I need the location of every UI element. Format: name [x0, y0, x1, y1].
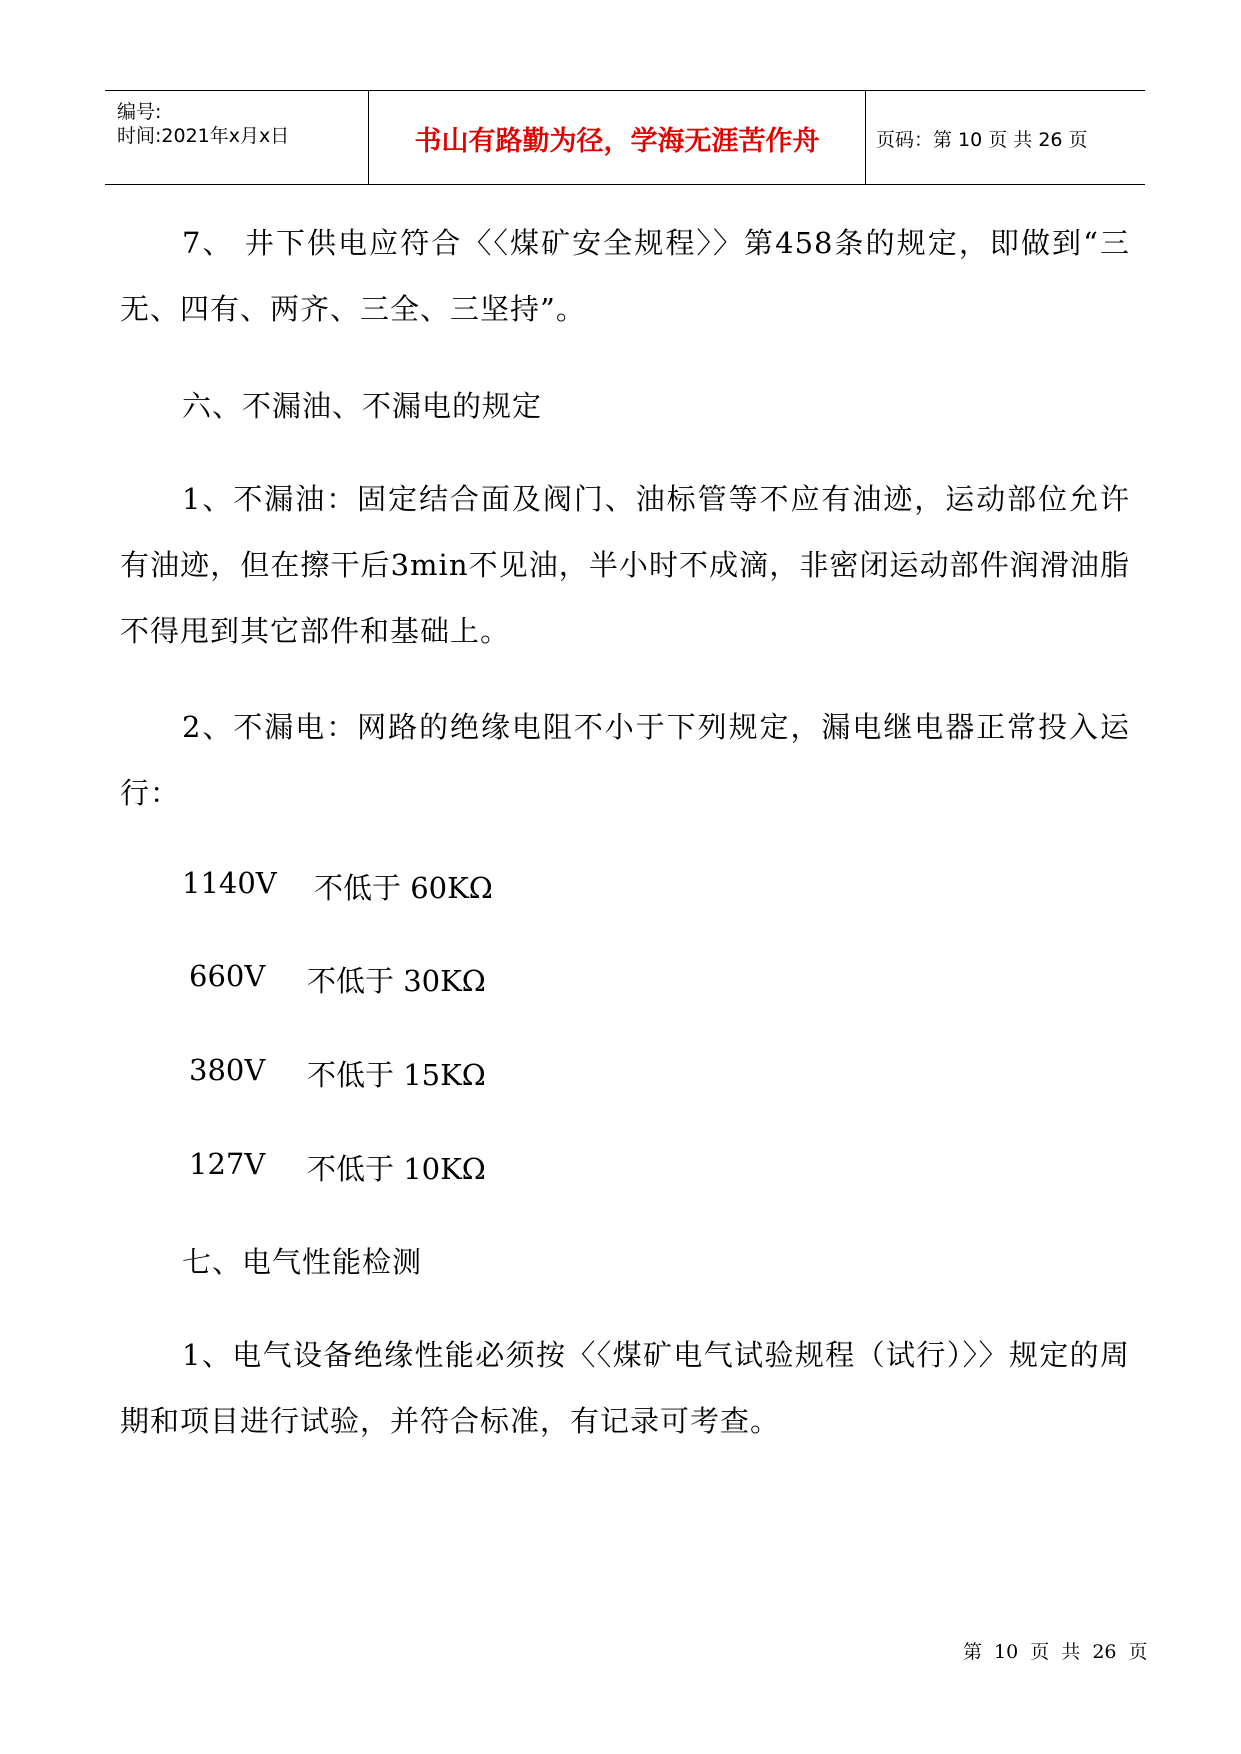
section-7-heading: 七、电气性能检测 [182, 1245, 423, 1279]
section-6-heading: 六、不漏油、不漏电的规定 [182, 389, 543, 423]
number-label: 编号: [117, 101, 162, 123]
resistance-value: 不低于 15KΩ [307, 1058, 486, 1092]
header-motto-cell [369, 91, 866, 184]
voltage-value: 1140V [182, 866, 277, 900]
header-info-cell [105, 91, 369, 184]
resistance-value: 不低于 60KΩ [314, 871, 493, 905]
header-table [105, 90, 1145, 185]
paragraph-6-1: 1、不漏油：固定结合面及阀门、油标管等不应有油迹，运动部位允许有油迹，但在擦干后3min不见油，半小时不成滴，非密闭运动部件润滑油脂不得甩到其它部件和基础上。 [120, 482, 1130, 648]
voltage-127 [189, 1147, 486, 1186]
voltage-value: 127V [189, 1147, 266, 1181]
time-label: 时间:2021年x月x日 [117, 125, 290, 147]
voltage-380 [189, 1053, 486, 1092]
voltage-1140 [182, 866, 493, 905]
voltage-value: 660V [189, 959, 266, 993]
resistance-value: 不低于 10KΩ [307, 1152, 486, 1186]
paragraph-6-2: 2、不漏电：网路的绝缘电阻不小于下列规定，漏电继电器正常投入运行： [120, 710, 1130, 810]
header-page-cell [866, 91, 1145, 184]
paragraph-7-1: 1、电气设备绝缘性能必须按〈〈煤矿电气试验规程（试行）〉〉规定的周期和项目进行试验，并符合标准，有记录可考查。 [120, 1338, 1130, 1438]
voltage-value: 380V [189, 1053, 266, 1087]
header-page-label: 页码：第 10 页 共 26 页 [876, 129, 1088, 151]
paragraph-7: 7、 井下供电应符合〈〈煤矿安全规程〉〉第458条的规定，即做到“三无、四有、两齐、三全、三坚持”。 [120, 226, 1130, 326]
voltage-660 [189, 959, 486, 998]
footer-page-number: 第 10 页 共 26 页 [963, 1641, 1148, 1663]
resistance-value: 不低于 30KΩ [307, 964, 486, 998]
motto: 书山有路勤为径，学海无涯苦作舟 [414, 126, 820, 157]
